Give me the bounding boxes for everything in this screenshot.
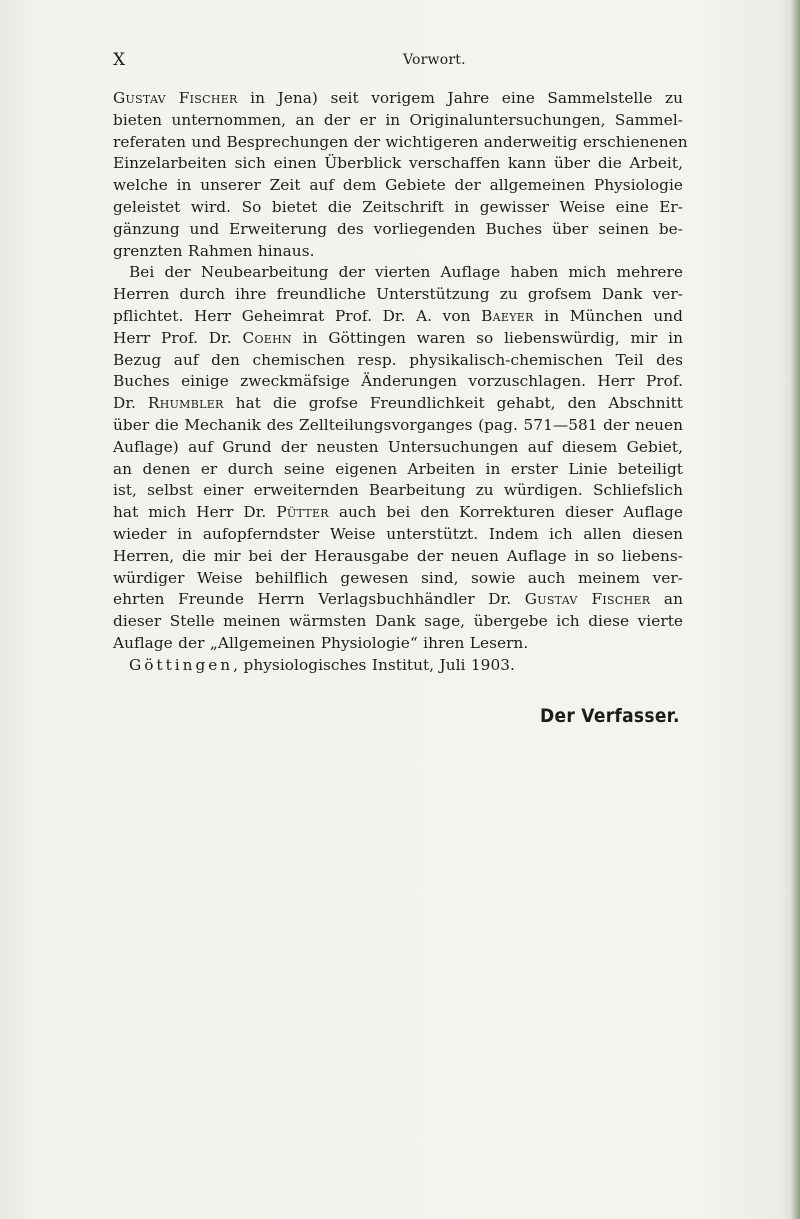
text-segment: Auflage) auf Grund der neusten Untersuchungen auf diesem Gebiet, [113,437,683,456]
text-line [113,197,683,219]
text-line [113,480,683,502]
text-line [113,175,683,197]
text-segment: pflichtet. Herr Geheimrat Prof. Dr. A. von [113,306,482,325]
text-segment: hat die grofse Freundlichkeit gehabt, den Abschnitt [223,394,683,413]
text-segment: gänzung und Erweiterung des vorliegenden Buches über seinen be- [113,219,683,238]
person-name: Baeyer [481,306,534,325]
text-segment: Dr. [113,394,148,413]
text-segment: ehrten Freunde Herrn Verlagsbuchhändler Dr. [113,590,525,609]
person-name: Rhumbler [147,394,224,413]
text-segment: Herren durch ihre freundliche Unterstützung zu grofsem Dank ver- [113,285,683,304]
text-segment: in Jena) seit vorigem Jahre eine Sammelstelle zu [237,89,683,107]
person-name: Gustav Fischer [524,590,651,609]
place-date-rest: , physiologisches Institut, Juli 1903. [233,655,515,674]
place-date-line [113,655,683,677]
text-segment: Bezug auf den chemischen resp. physikalisch-chemischen Teil des [113,350,683,369]
text-segment: Einzelarbeiten sich einen Überblick verschaffen kann über die Arbeit, [113,154,683,173]
text-segment: dieser Stelle meinen wärmsten Dank sage, übergebe ich diese vierte [113,612,683,631]
text-segment: Auflage der „Allgemeinen Physiologie“ ihren Lesern. [113,633,529,652]
text-segment: welche in unserer Zeit auf dem Gebiete der allgemeinen Physiologie [113,176,683,195]
preface-text [113,88,688,677]
text-segment: Herr Prof. Dr. [113,328,243,347]
text-line [113,568,683,590]
text-line [113,546,683,568]
text-segment: grenzten Rahmen hinaus. [113,241,315,260]
text-line [113,88,683,110]
text-line [113,306,683,328]
text-line [113,437,683,459]
paragraph-2 [113,262,683,654]
text-line [113,611,683,633]
text-segment: wieder in aufopferndster Weise unterstützt. Indem ich allen diesen [113,524,683,543]
page-header [113,50,681,72]
text-segment: ist, selbst einer erweiternden Bearbeitung zu würdigen. Schliefslich [113,481,683,500]
text-segment: über die Mechanik des Zellteilungsvorganges (pag. 571—581 der neuen [113,415,683,434]
text-line [113,589,683,611]
place-name: Göttingen [129,655,234,674]
running-title: Vorwort. [403,52,466,68]
text-segment: in München und [533,306,683,325]
text-line [113,284,683,306]
text-line [113,262,683,284]
text-segment: hat mich Herr Dr. [113,503,277,522]
text-line [113,110,683,132]
text-segment: in Göttingen waren so liebenswürdig, mir in [291,328,683,347]
page-number: X [113,50,127,70]
text-line [113,241,683,263]
text-segment: Bei der Neubearbeitung der vierten Auflage haben mich mehrere [129,263,683,282]
text-line [113,459,683,481]
person-name: Pütter [276,503,329,522]
text-segment: geleistet wird. So bietet die Zeitschrift in gewisser Weise eine Er- [113,197,683,216]
text-segment: an denen er durch seine eigenen Arbeiten in erster Linie beteiligt [113,459,683,478]
person-name: Gustav Fischer [113,89,238,107]
page-edge [790,0,800,1219]
text-line [113,524,683,546]
text-line [113,132,688,154]
text-segment: referaten und Besprechungen der wichtigeren anderweitig erschienenen [113,132,688,151]
text-line [113,393,683,415]
paragraph-1 [113,88,688,262]
signature: Der Verfasser. [540,705,680,727]
text-segment: an [650,590,683,609]
text-line [113,153,683,175]
text-line [113,415,683,437]
text-segment: auch bei den Korrekturen dieser Auflage [328,503,683,522]
text-segment: bieten unternommen, an der er in Originaluntersuchungen, Sammel- [113,110,683,129]
text-line [113,219,683,241]
text-line [113,371,683,393]
text-line [113,328,683,350]
person-name: Coehn [242,328,292,347]
text-segment: würdiger Weise behilflich gewesen sind, sowie auch meinem ver- [113,568,683,587]
text-segment: Herren, die mir bei der Herausgabe der neuen Auflage in so liebens- [113,546,683,565]
text-line [113,350,683,372]
text-line [113,633,683,655]
text-segment: Buches einige zweckmäfsige Änderungen vorzuschlagen. Herr Prof. [113,372,683,391]
text-line [113,502,683,524]
